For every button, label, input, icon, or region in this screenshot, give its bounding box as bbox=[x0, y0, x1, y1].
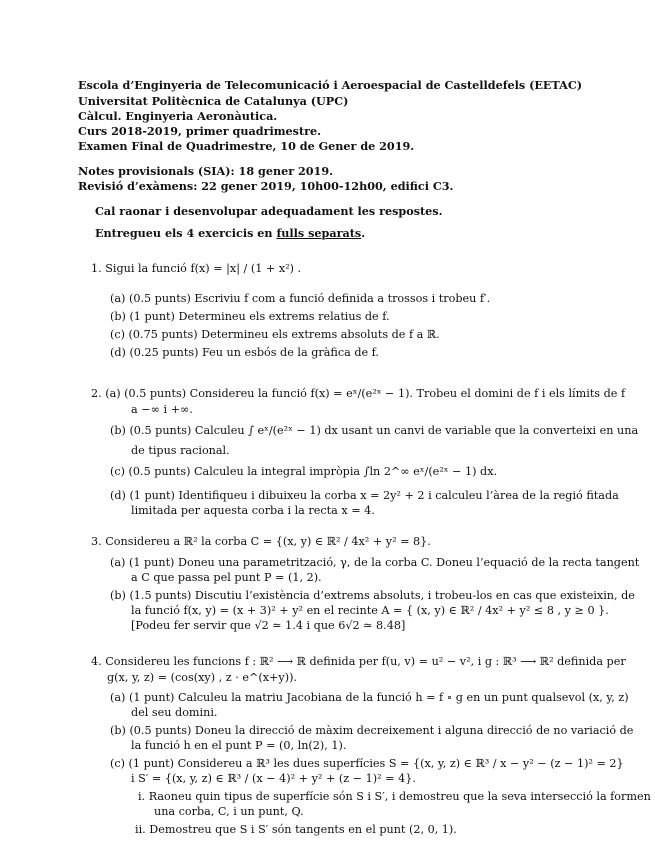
ex3-a-line2: a C que passa pel punt P = (1, 2). bbox=[131, 571, 322, 584]
header-university: Universitat Politècnica de Catalunya (UPC) bbox=[78, 94, 349, 108]
ex3-intro: 3. Considereu a ℝ² la corba C = {(x, y) ∈ ℝ² / 4x² + y² = 8}. bbox=[91, 535, 431, 548]
ex4-b-line1: (b) (0.5 punts) Doneu la direcció de màxim decreixement i alguna direcció de no variació de bbox=[110, 724, 634, 737]
ex2-d-line2: limitada per aquesta corba i la recta x = 4. bbox=[131, 504, 375, 517]
ex3-b-line1: (b) (1.5 punts) Discutiu l’existència d’extrems absoluts, i trobeu-los en cas que existeixin, de bbox=[110, 589, 635, 602]
ex2-a-line2: a −∞ i +∞. bbox=[131, 403, 193, 416]
ex1-a: (a) (0.5 punts) Escriviu f com a funció definida a trossos i trobeu f′. bbox=[110, 292, 491, 305]
ex4-a-line2: del seu domini. bbox=[131, 706, 218, 719]
header-course: Càlcul. Enginyeria Aeronàutica. bbox=[78, 109, 278, 123]
ex4-c-line2: i S′ = {(x, y, z) ∈ ℝ³ / (x − 4)² + y² + (z − 1)² = 4}. bbox=[131, 772, 416, 785]
instruction-part-a: Entregueu els 4 exercicis en bbox=[95, 226, 277, 240]
instruction-separate-sheets bbox=[95, 228, 365, 239]
ex1-d: (d) (0.25 punts) Feu un esbós de la gràfica de f. bbox=[110, 346, 379, 359]
ex1-intro: 1. Sigui la funció f(x) = |x| / (1 + x²) . bbox=[91, 262, 302, 275]
ex4-intro-line2: g(x, y, z) = (cos(xy) , z · e^(x+y)). bbox=[107, 671, 297, 684]
header-notes: Notes provisionals (SIA): 18 gener 2019. bbox=[78, 164, 334, 178]
ex4-b-line2: la funció h en el punt P = (0, ln(2), 1). bbox=[131, 739, 347, 752]
ex4-a-line1: (a) (1 punt) Calculeu la matriu Jacobiana de la funció h = f ∘ g en un punt qualsevol (x, y, z) bbox=[110, 691, 629, 704]
instruction-part-c: . bbox=[361, 226, 366, 240]
header-exam: Examen Final de Quadrimestre, 10 de Gener de 2019. bbox=[78, 139, 415, 153]
ex4-c-ii: ii. Demostreu que S i S′ són tangents en el punt (2, 0, 1). bbox=[135, 823, 457, 836]
ex4-intro-line1: 4. Considereu les funcions f : ℝ² ⟶ ℝ definida per f(u, v) = u² − v², i g : ℝ³ ⟶ ℝ² definida per bbox=[91, 655, 626, 668]
ex1-c: (c) (0.75 punts) Determineu els extrems absoluts de f a ℝ. bbox=[110, 328, 440, 341]
ex2-d-line1: (d) (1 punt) Identifiqueu i dibuixeu la corba x = 2y² + 2 i calculeu l’àrea de la regió fitada bbox=[110, 489, 619, 502]
ex1-b: (b) (1 punt) Determineu els extrems relatius de f. bbox=[110, 310, 390, 323]
ex3-b-line2: la funció f(x, y) = (x + 3)² + y² en el recinte A = { (x, y) ∈ ℝ² / 4x² + y² ≤ 8 , y ≥ 0 }. bbox=[131, 604, 609, 617]
ex4-c-i-line1: i. Raoneu quin tipus de superfície són S i S′, i demostreu que la seva intersecció la formen bbox=[138, 790, 651, 803]
ex4-c-line1: (c) (1 punt) Considereu a ℝ³ les dues superfícies S = {(x, y, z) ∈ ℝ³ / x − y² − (z − 1)² = 2} bbox=[110, 757, 624, 770]
ex2-a-line1: 2. (a) (0.5 punts) Considereu la funció f(x) = eˣ/(e²ˣ − 1). Trobeu el domini de f i els límits de f bbox=[91, 387, 626, 400]
instruction-part-b: fulls separats bbox=[276, 226, 362, 240]
instruction-reasoning: Cal raonar i desenvolupar adequadament les respostes. bbox=[95, 204, 443, 218]
ex3-a-line1: (a) (1 punt) Doneu una parametrització, γ, de la corba C. Doneu l’equació de la recta tangent bbox=[110, 556, 640, 569]
ex4-c-i-line2: una corba, C, i un punt, Q. bbox=[154, 805, 304, 818]
ex2-b-line1: (b) (0.5 punts) Calculeu ∫ eˣ/(e²ˣ − 1) dx usant un canvi de variable que la converteixi en una bbox=[110, 424, 639, 437]
ex3-b-line3: [Podeu fer servir que √2 ≃ 1.4 i que 6√2 ≃ 8.48] bbox=[131, 619, 406, 632]
header-school: Escola d’Enginyeria de Telecomunicació i Aeroespacial de Castelldefels (EETAC) bbox=[78, 78, 583, 92]
header-revision: Revisió d’exàmens: 22 gener 2019, 10h00-12h00, edifici C3. bbox=[78, 179, 454, 193]
header-term: Curs 2018-2019, primer quadrimestre. bbox=[78, 124, 322, 138]
ex2-b-line2: de tipus racional. bbox=[131, 444, 230, 457]
ex2-c: (c) (0.5 punts) Calculeu la integral impròpia ∫ln 2^∞ eˣ/(e²ˣ − 1) dx. bbox=[110, 465, 498, 478]
